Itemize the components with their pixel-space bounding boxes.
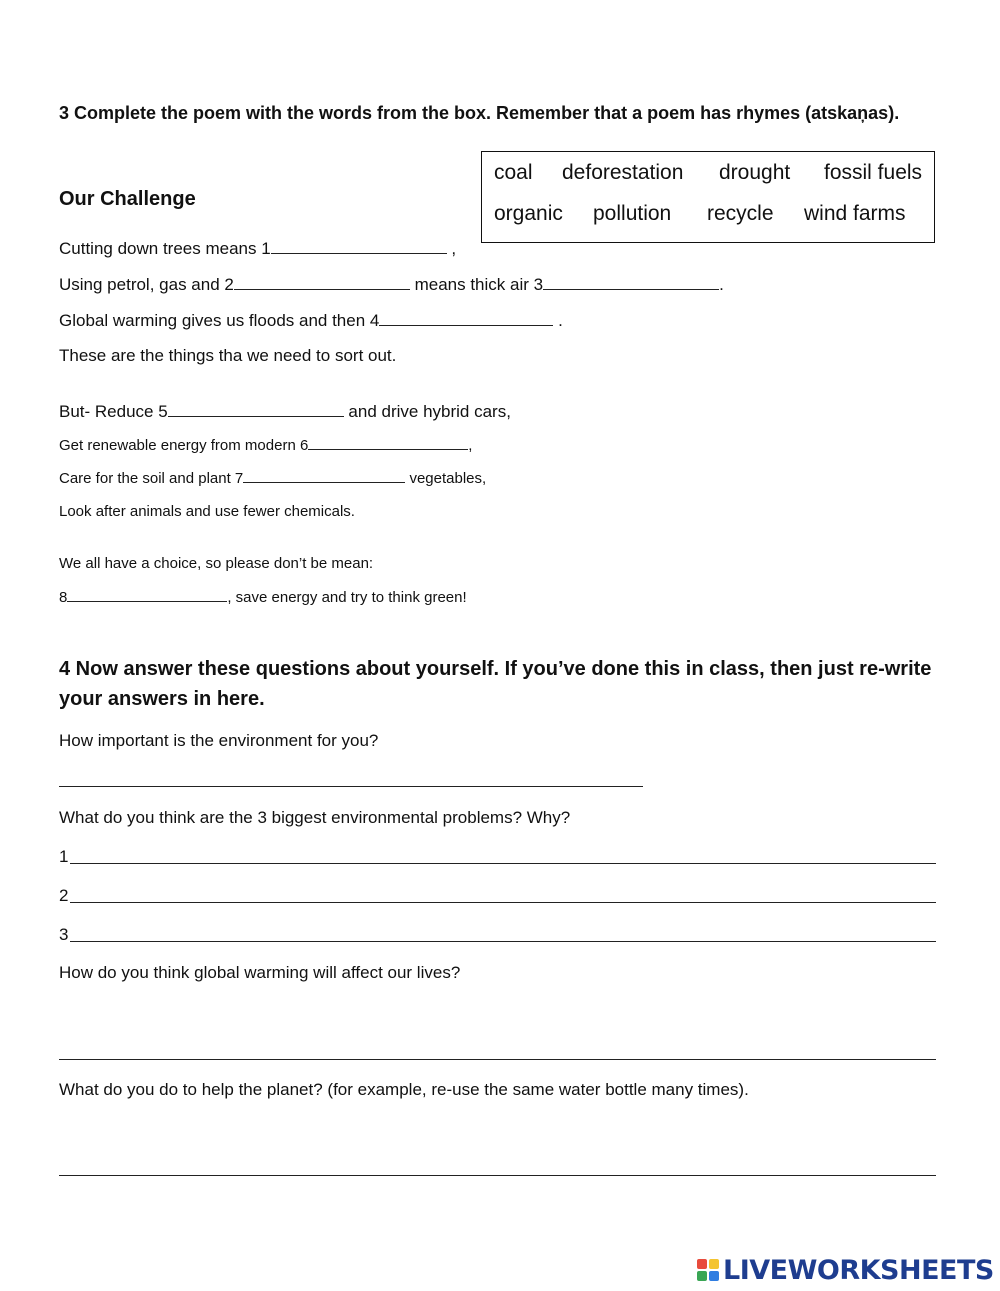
logo-block <box>709 1259 719 1269</box>
logo-text: LIVEWORKSHEETS <box>723 1254 994 1286</box>
poem-text: Cutting down trees means 1 <box>59 239 271 258</box>
poem-title: Our Challenge <box>59 188 196 210</box>
question-3: How do you think global warming will affect our lives? <box>59 963 461 982</box>
blank-2[interactable] <box>234 275 410 290</box>
problem-number-2: 2 <box>59 886 69 905</box>
answer-line-1[interactable] <box>59 786 643 787</box>
poem-text: 8 <box>59 589 68 606</box>
poem-text: Global warming gives us floods and then 4 <box>59 311 380 330</box>
word-box-item: recycle <box>707 202 774 225</box>
question-2: What do you think are the 3 biggest environmental problems? Why? <box>59 808 571 827</box>
exercise-4-heading-cont: your answers in here. <box>59 688 265 710</box>
word-box-item: pollution <box>593 202 672 225</box>
poem-line-9: We all have a choice, so please don’t be mean: <box>59 555 374 572</box>
poem-text: Using petrol, gas and 2 <box>59 275 234 294</box>
blank-4[interactable] <box>379 311 553 326</box>
answer-line-problem-3[interactable] <box>70 941 936 942</box>
poem-text: , save energy and try to think green! <box>227 589 467 606</box>
answer-line-4[interactable] <box>59 1175 936 1176</box>
poem-line-6 <box>59 437 472 454</box>
question-1: How important is the environment for you? <box>59 731 379 750</box>
word-box-item: drought <box>719 161 791 184</box>
word-box-item: organic <box>494 202 563 225</box>
answer-line-problem-1[interactable] <box>70 863 936 864</box>
poem-line-8: Look after animals and use fewer chemicals. <box>59 503 355 520</box>
poem-text: . <box>558 311 563 330</box>
poem-text: Get renewable energy from modern 6 <box>59 437 309 454</box>
poem-text: . <box>719 275 724 294</box>
poem-text: vegetables, <box>409 470 487 487</box>
exercise-4-heading: 4 Now answer these questions about yourself. If you’ve done this in class, then just re-write <box>59 658 932 680</box>
blank-6[interactable] <box>308 437 468 450</box>
poem-line-4: These are the things tha we need to sort out. <box>59 346 397 365</box>
answer-line-problem-2[interactable] <box>70 902 936 903</box>
poem-text: But- Reduce 5 <box>59 402 168 421</box>
poem-line-5 <box>59 402 511 422</box>
poem-line-7 <box>59 470 486 487</box>
word-box-item: wind farms <box>804 202 906 225</box>
question-4: What do you do to help the planet? (for example, re-use the same water bottle many times). <box>59 1080 749 1099</box>
word-box-item: coal <box>494 161 533 184</box>
blank-8[interactable] <box>67 589 227 602</box>
logo-block <box>697 1271 707 1281</box>
poem-text: means thick air 3 <box>414 275 544 294</box>
poem-line-1 <box>59 239 456 259</box>
answer-line-3[interactable] <box>59 1059 936 1060</box>
poem-text: , <box>451 239 457 258</box>
liveworksheets-logo <box>697 1253 994 1287</box>
blank-7[interactable] <box>243 470 405 483</box>
poem-line-10 <box>59 589 467 606</box>
problem-number-1: 1 <box>59 847 69 866</box>
exercise-3-instruction: 3 Complete the poem with the words from the box. Remember that a poem has rhymes (atskaņas). <box>59 103 900 123</box>
blank-1[interactable] <box>271 239 447 254</box>
poem-text: and drive hybrid cars, <box>348 402 511 421</box>
problem-number-3: 3 <box>59 925 69 944</box>
poem-line-3 <box>59 311 563 331</box>
word-box-item: fossil fuels <box>824 161 923 184</box>
logo-block <box>697 1259 707 1269</box>
logo-block <box>709 1271 719 1281</box>
blank-5[interactable] <box>168 402 344 417</box>
poem-text: Care for the soil and plant 7 <box>59 470 244 487</box>
word-box-item: deforestation <box>562 161 684 184</box>
poem-line-2 <box>59 275 724 295</box>
word-box <box>481 151 935 243</box>
logo-blocks-icon <box>697 1259 719 1281</box>
blank-3[interactable] <box>543 275 719 290</box>
poem-text: , <box>468 437 473 454</box>
